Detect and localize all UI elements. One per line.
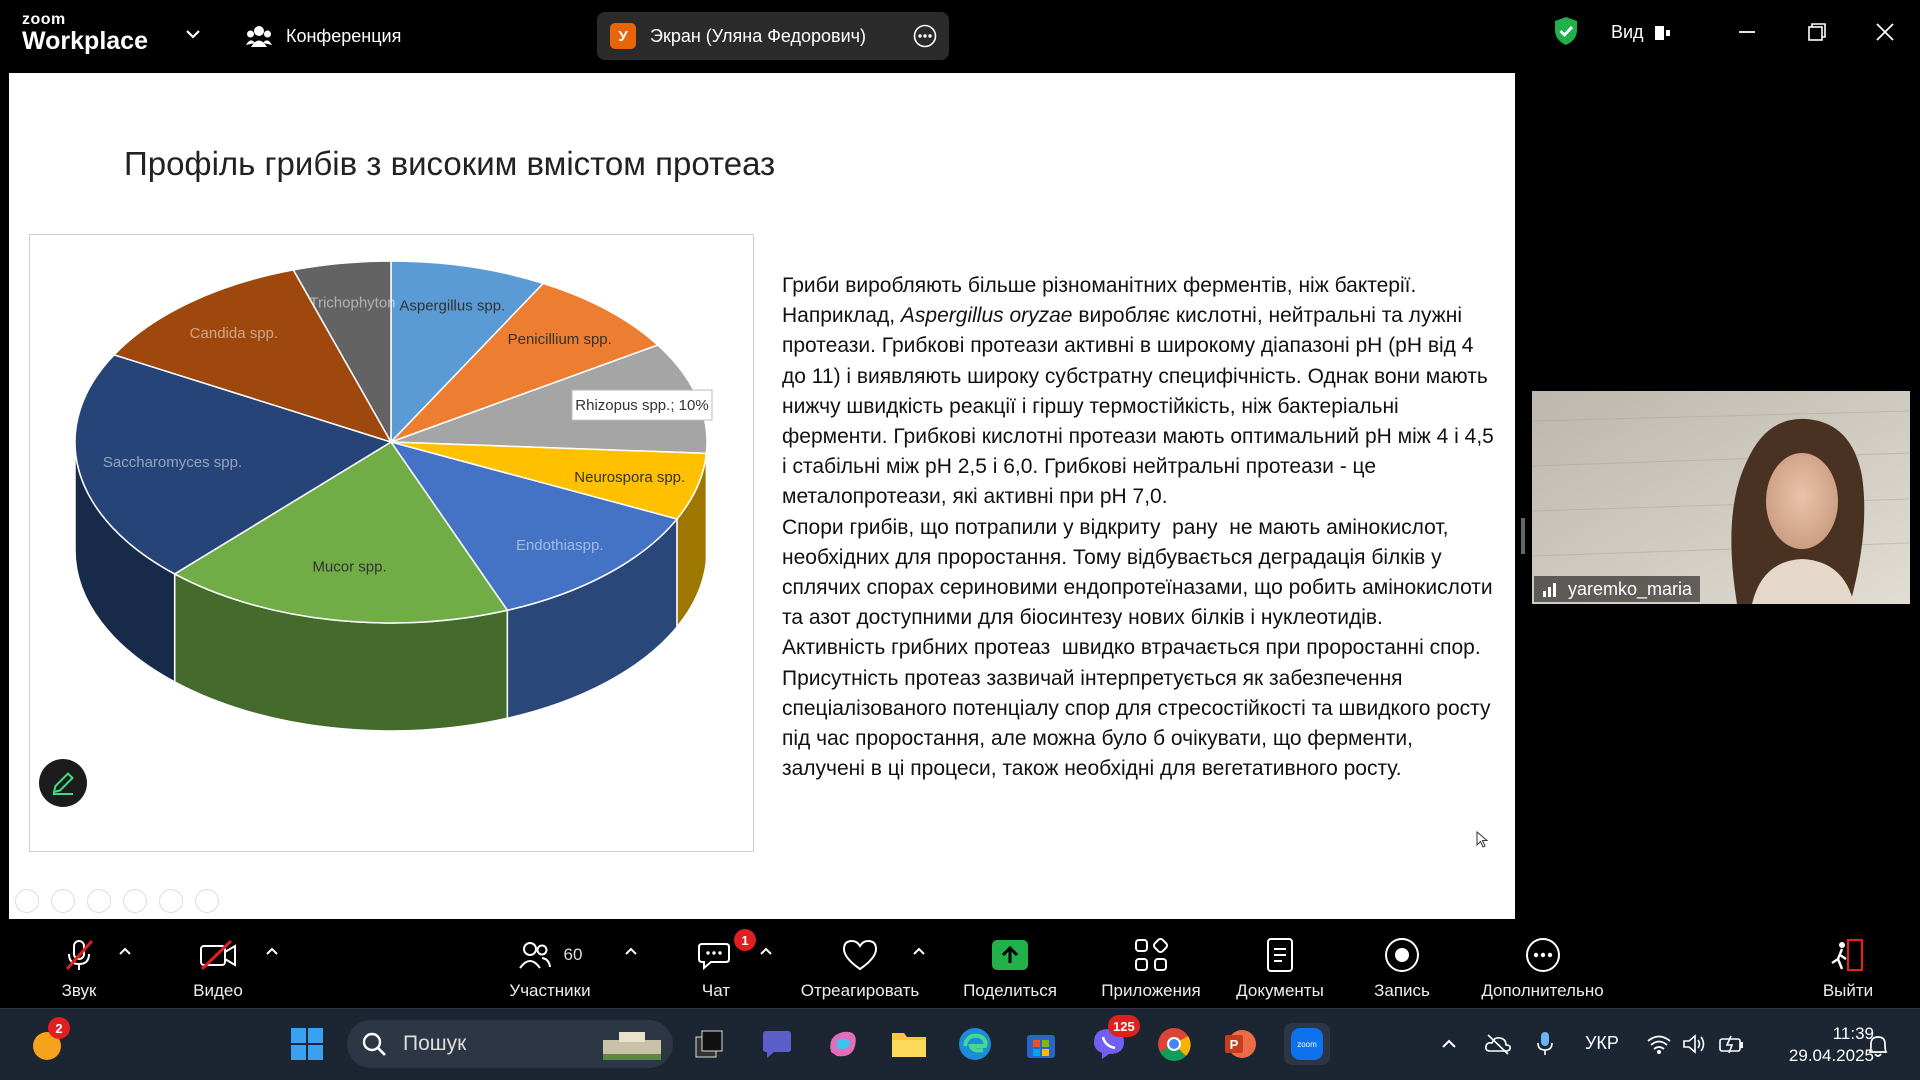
participant-name-label: [1534, 576, 1700, 602]
chat-button[interactable]: [686, 921, 749, 1008]
clock-date: 29.04.2025: [1788, 1046, 1874, 1065]
language-indicator[interactable]: УКР: [1585, 1033, 1619, 1053]
slide-body-text: [782, 271, 1497, 784]
meeting-toolbar: [0, 921, 1920, 1008]
onedrive-offline-icon[interactable]: [1484, 1033, 1512, 1055]
leave-button[interactable]: [1812, 921, 1884, 1008]
record-button[interactable]: [1362, 921, 1442, 1008]
slide-zoom-icon[interactable]: [159, 889, 183, 913]
pie-callout-label: Rhizopus spp.; 10%: [575, 397, 709, 415]
chat-icon: [698, 939, 734, 971]
more-button[interactable]: [1470, 921, 1615, 1008]
weather-widget[interactable]: [26, 1020, 68, 1065]
slide-next-icon[interactable]: [51, 889, 75, 913]
top-bar: [0, 0, 1920, 72]
start-button[interactable]: [286, 1023, 328, 1065]
mic-muted-icon: [61, 937, 97, 973]
share-arrow-icon: [991, 939, 1029, 971]
share-label: Поделиться: [963, 981, 1057, 1000]
document-icon: [1265, 937, 1295, 973]
heart-icon: [841, 938, 879, 972]
audio-button[interactable]: [44, 921, 114, 1008]
pie-label-8: Trichophyton: [309, 294, 396, 312]
edge-browser-icon[interactable]: [954, 1023, 996, 1065]
sharer-avatar: У: [610, 23, 636, 49]
participants-button[interactable]: [500, 921, 600, 1008]
leave-door-icon: [1828, 937, 1868, 973]
pie-label-3: Neurospora spp.: [574, 469, 686, 487]
participants-label: Участники: [509, 981, 591, 1000]
participants-count: 60: [563, 945, 583, 964]
search-placeholder: Пошук: [403, 1032, 467, 1055]
react-button[interactable]: [790, 921, 930, 1008]
chat-options-chevron-icon[interactable]: [759, 945, 773, 959]
participants-group-icon: [246, 24, 272, 48]
volume-icon[interactable]: [1682, 1033, 1708, 1055]
share-screen-button[interactable]: [955, 921, 1065, 1008]
chat-unread-badge: 1: [734, 929, 756, 951]
body-text-part2: виробляє кислотні, нейтральні та лужні протеази. Грибкові протеази активні в широкому діапазоні pH (pH від 4 до 11) і виявляють широку субстратну специфічність. Однак вони мають нижчу швидкість реакції і гіршу термостійкість, ніж бактеріальні ферменти. Грибкові кислотні протеази мають оптимальний pH між 4 і 4,5 і стабільні між pH 2,5 і 6,0. Грибкові нейтральні протеази - це металопротеази, які активні при pH 7,0. Спори грибів, що потрапили у відкриту рану не мають амінокислот, необхідних для проростання. Тому відбувається деградація білків у сплячих спорах сериновими ендопротеїназами, що робить амінокислоти та азот доступними для біосинтезу нових білків і нуклеотидів. Активність грибних протеаз швидко втрачається при проростанні спор. Присутність протеаз зазвичай інтерпретується як забезпечення спеціалізованого потенціалу спор для стресостійкості та швидкого росту під час проростання, але можна було б очікувати, що ферменти, залучені в ці процеси, також необхідні для вегетативного росту.: [782, 304, 1494, 781]
audio-options-chevron-icon[interactable]: [118, 945, 132, 959]
battery-charging-icon[interactable]: [1718, 1033, 1746, 1055]
restore-icon[interactable]: [1805, 20, 1829, 44]
chevron-down-icon[interactable]: [183, 24, 203, 44]
pie-label-0: Aspergillus spp.: [399, 297, 506, 315]
wifi-icon[interactable]: [1646, 1033, 1672, 1055]
microsoft-store-icon[interactable]: [1020, 1023, 1062, 1065]
docs-label: Документы: [1236, 981, 1324, 1000]
slide-prev-icon[interactable]: [15, 889, 39, 913]
more-label: Дополнительно: [1481, 981, 1604, 1000]
close-icon[interactable]: [1873, 20, 1897, 44]
audio-label: Звук: [61, 981, 97, 1000]
video-options-chevron-icon[interactable]: [265, 945, 279, 959]
body-text-italic-species: Aspergillus oryzae: [900, 304, 1073, 328]
svg-text:P: P: [1229, 1037, 1239, 1052]
more-options-icon[interactable]: [913, 24, 937, 48]
pie-label-5: Mucor spp.: [312, 558, 387, 576]
chat-app-icon[interactable]: [756, 1023, 798, 1065]
meeting-info-button[interactable]: [246, 22, 401, 50]
slide-title: Профіль грибів з високим вмістом протеаз: [124, 145, 776, 182]
pie-chart: [30, 235, 753, 851]
system-clock[interactable]: [1764, 1023, 1874, 1067]
video-off-icon: [198, 939, 238, 971]
panel-resize-handle[interactable]: [1521, 518, 1525, 554]
pie-label-1: Penicillium spp.: [507, 331, 612, 349]
encryption-shield-icon[interactable]: [1553, 16, 1579, 46]
powerpoint-icon[interactable]: [1219, 1023, 1261, 1065]
apps-label: Приложения: [1101, 981, 1201, 1000]
participants-icon: [518, 940, 552, 970]
zoom-taskbar-icon[interactable]: [1284, 1023, 1330, 1065]
slide-navigation-tools: [15, 889, 219, 913]
screen-share-label: Экран (Уляна Федорович): [650, 25, 867, 46]
logo-line2: Workplace: [22, 27, 148, 55]
shared-screen-slide: [9, 73, 1515, 919]
taskbar-search-box[interactable]: [347, 1020, 673, 1068]
docs-button[interactable]: [1230, 921, 1330, 1008]
weather-badge: 2: [48, 1017, 70, 1039]
react-label: Отреагировать: [800, 981, 920, 1000]
video-button[interactable]: [183, 921, 253, 1008]
view-label: Вид: [1611, 22, 1644, 42]
file-explorer-icon[interactable]: [888, 1023, 930, 1065]
clock-time: 11:39: [1832, 1024, 1874, 1043]
meeting-label: Конференция: [286, 25, 402, 46]
microphone-tray-icon[interactable]: [1536, 1031, 1554, 1057]
svg-text:zoom: zoom: [1297, 1040, 1317, 1049]
record-icon: [1384, 937, 1420, 973]
logo-line1: zoom: [22, 11, 66, 28]
chrome-icon[interactable]: [1153, 1023, 1195, 1065]
slide-pen-icon[interactable]: [87, 889, 111, 913]
search-icon: [361, 1031, 387, 1057]
slide-more-icon[interactable]: [195, 889, 219, 913]
tray-chevron-up-icon[interactable]: [1440, 1035, 1458, 1053]
view-button[interactable]: [1611, 22, 1672, 43]
windows-taskbar: [0, 1008, 1920, 1080]
mouse-cursor-icon: [1476, 831, 1490, 849]
video-label: Видео: [193, 981, 243, 1000]
participant-video: [1532, 391, 1910, 604]
pie-label-4: Endothiaspp.: [515, 536, 604, 554]
participant-name: yaremko_maria: [1568, 578, 1693, 599]
notification-bell-icon[interactable]: [1866, 1033, 1890, 1059]
view-layout-icon: [1654, 24, 1672, 42]
annotate-pen-button[interactable]: [39, 759, 87, 807]
record-label: Запись: [1374, 981, 1430, 1000]
react-options-chevron-icon[interactable]: [912, 945, 926, 959]
participant-video-tile[interactable]: [1532, 391, 1910, 604]
leave-label: Выйти: [1822, 981, 1874, 1000]
search-highlight-image: [599, 1026, 665, 1062]
pie-chart-container: [29, 234, 754, 852]
windows-logo-icon: [290, 1027, 324, 1061]
viber-icon[interactable]: [1088, 1018, 1135, 1065]
zoom-logo: [22, 12, 148, 54]
minimize-icon[interactable]: [1735, 20, 1759, 44]
apps-button[interactable]: [1095, 921, 1207, 1008]
slide-grid-icon[interactable]: [123, 889, 147, 913]
copilot-icon[interactable]: [822, 1023, 864, 1065]
more-icon: [1525, 937, 1561, 973]
chat-label: Чат: [701, 981, 731, 1000]
pie-label-7: Candida spp.: [189, 325, 279, 343]
screen-share-indicator[interactable]: [597, 12, 949, 60]
body-text-part1: Гриби виробляють більше різноманітних ферментів, ніж бактерії. Наприклад,: [782, 274, 1423, 328]
participants-options-chevron-icon[interactable]: [624, 945, 638, 959]
viber-badge: 125: [1108, 1015, 1140, 1037]
apps-icon: [1133, 937, 1169, 973]
signal-strength-icon: [1542, 581, 1560, 597]
task-view-icon[interactable]: [688, 1023, 730, 1065]
pie-label-6: Saccharomyces spp.: [102, 453, 243, 471]
pen-icon: [39, 759, 87, 807]
